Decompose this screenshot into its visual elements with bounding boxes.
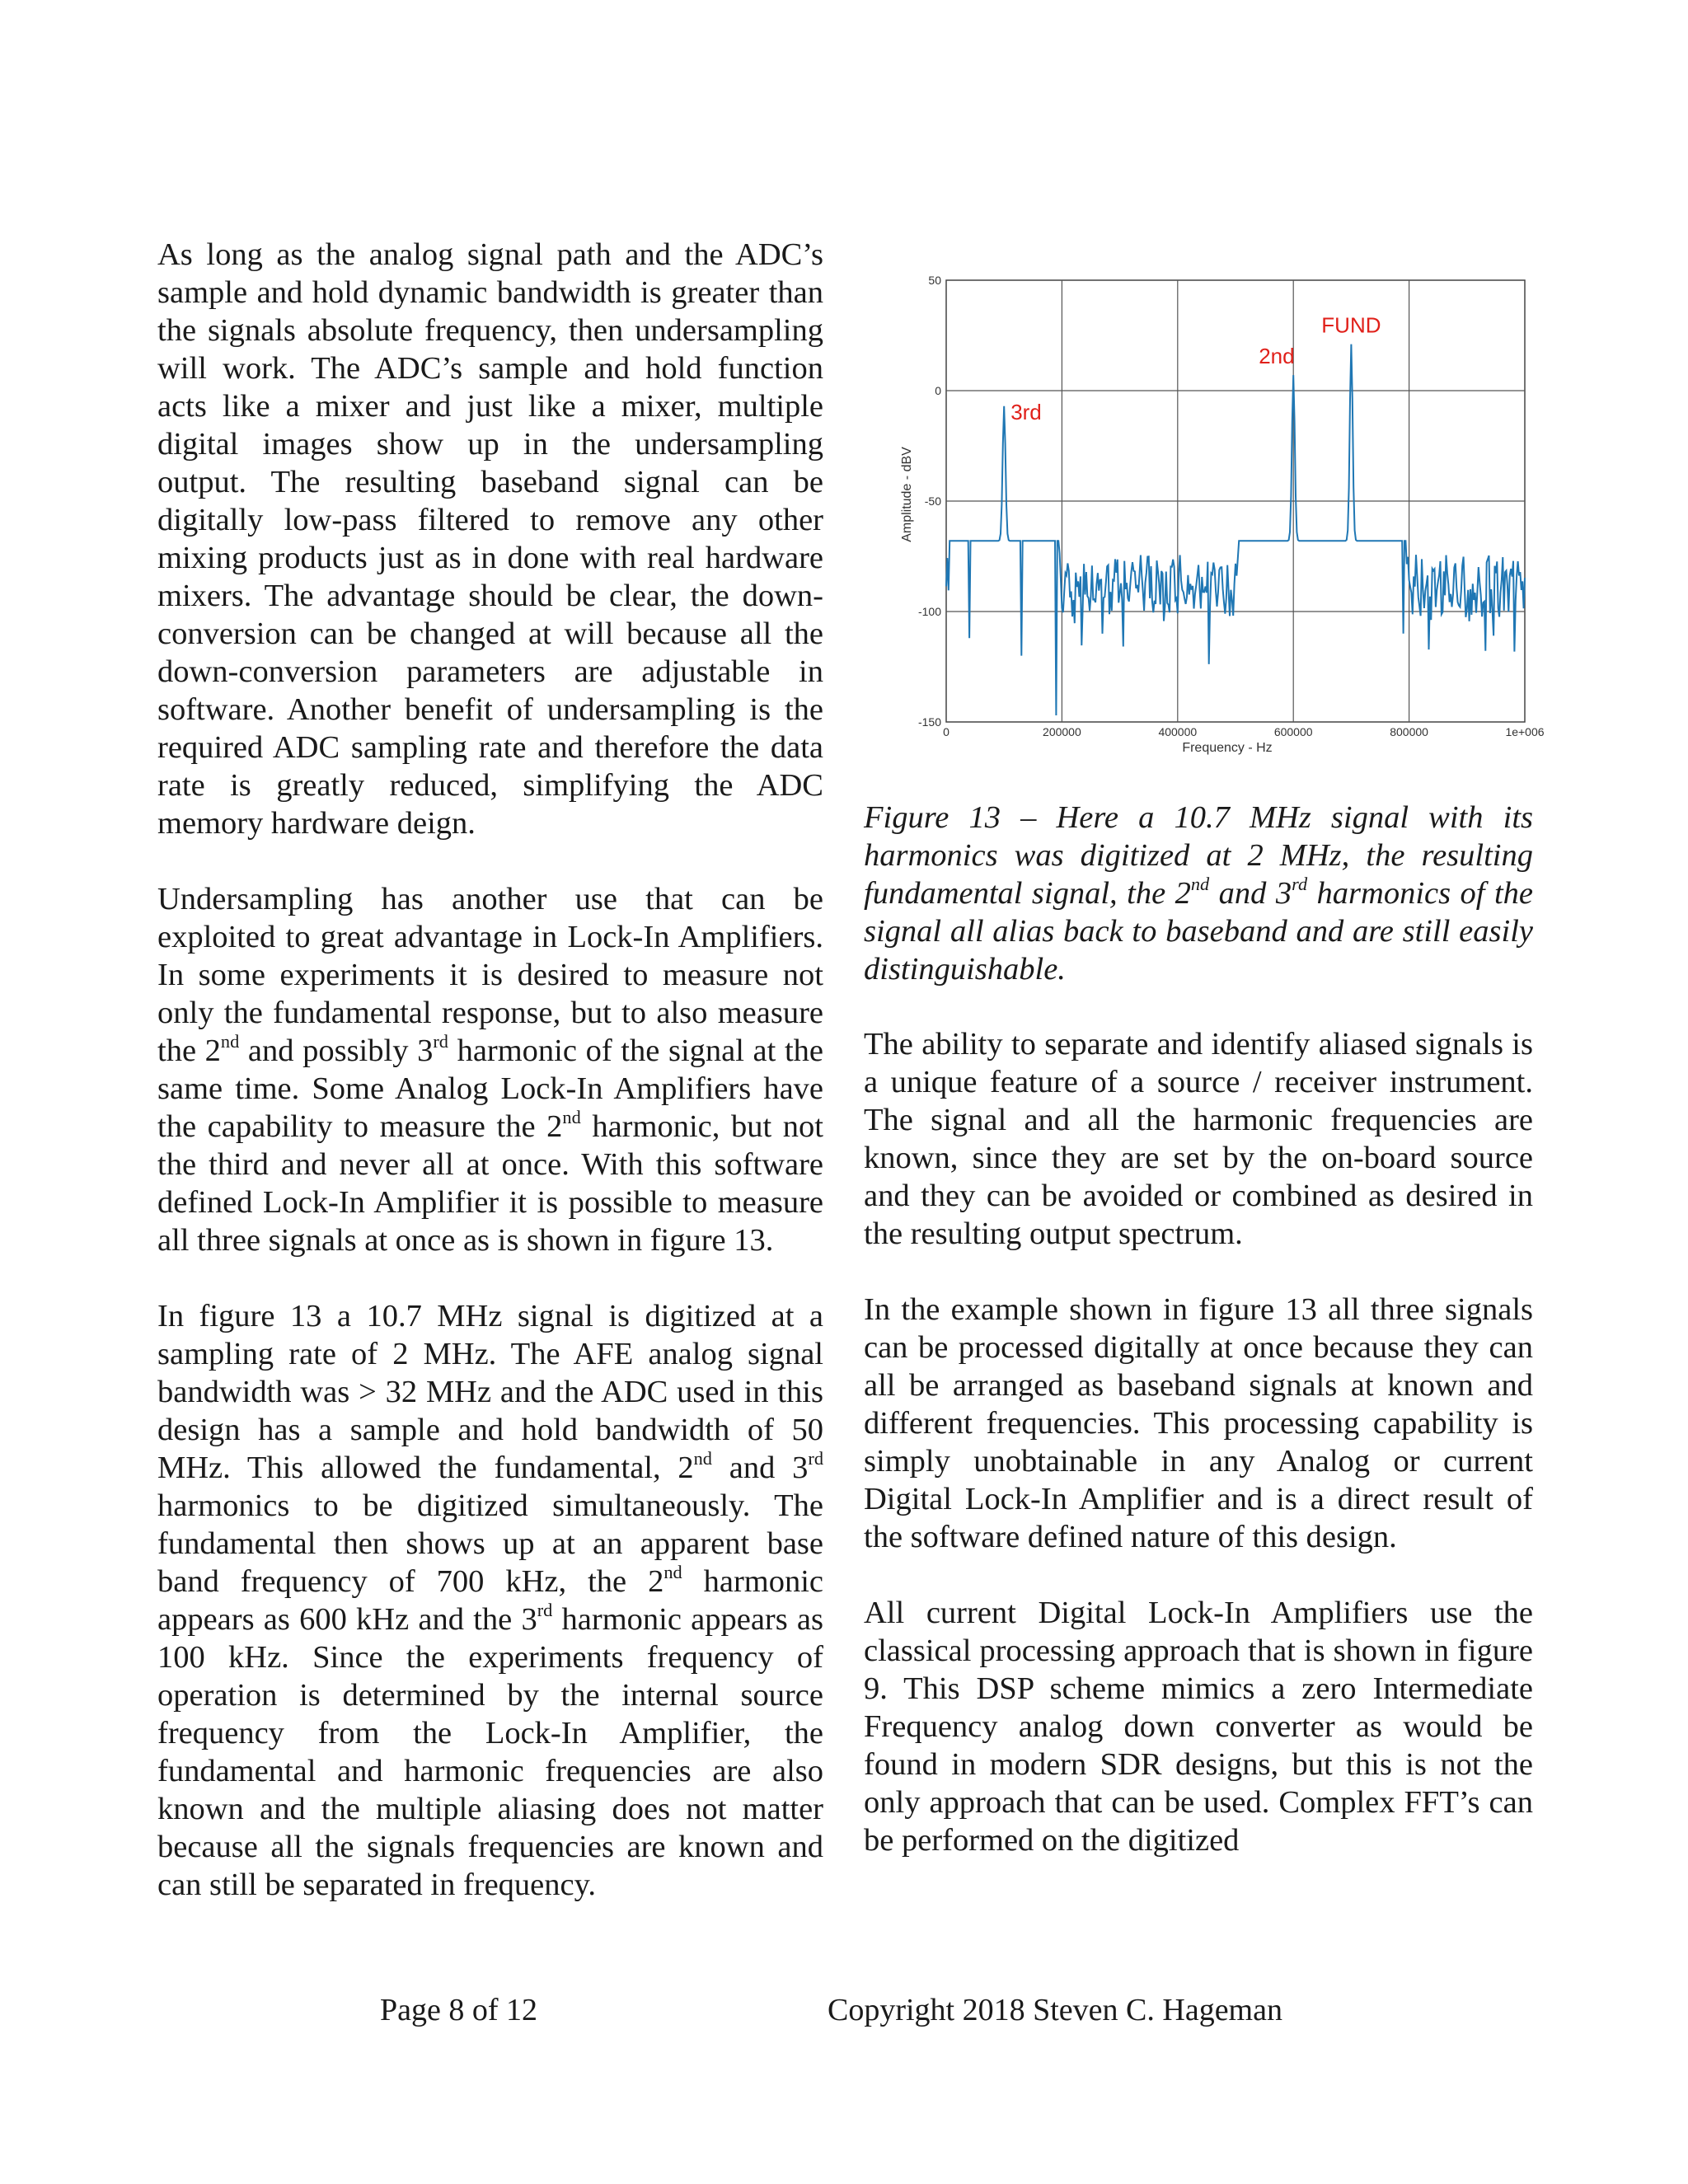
x-axis-label: Frequency - Hz (1182, 741, 1273, 755)
paragraph-classical-approach: All current Digital Lock-In Amplifiers use the classical processing approach that is shown in figure 9. This DSP scheme mimics a zero Intermediate Frequency analog down converter as would be found in modern SDR designs, but this is not the only approach that can be used. Complex FFT’s can be performed on the digitized (864, 1596, 1533, 1858)
y-tick-label: 50 (928, 274, 941, 287)
text-run: harmonics of the signal all alias back to baseband and are still easily distinguishable. (864, 876, 1533, 987)
spectrum-figure (894, 270, 1545, 760)
x-tick-label: 800000 (1390, 725, 1428, 738)
text-run: and 3 (1209, 876, 1292, 911)
x-tick-label: 1e+006 (1505, 725, 1545, 738)
left-column (157, 236, 823, 1942)
x-tick-label: 600000 (1273, 725, 1313, 738)
superscript: nd (220, 1030, 240, 1052)
chart-grid (946, 280, 1525, 722)
page-number: Page 8 of 12 (380, 1993, 538, 2027)
paragraph-undersampling-lockin (157, 880, 823, 1259)
text-run: Undersampling has another use that can be exploited to great advantage in Lock-In Amplifiers. In some experiments it is desired to measure not only the fundamental response, but to also measure the 2 (157, 882, 823, 1068)
y-tick-label: -100 (917, 605, 941, 618)
y-tick-label: -150 (917, 715, 941, 729)
paragraph-undersampling-intro: As long as the analog signal path and the ADC’s sample and hold dynamic bandwidth is greater than the signals absolute frequency, then undersampling will work. The ADC’s sample and hold function acts like a mixer and just like a mixer, multiple digital images show up in the undersampling output. The resulting baseband signal can be digitally low-pass filtered to remove any other mixing products just as in done with real hardware mixers. The advantage should be clear, the down-conversion can be changed at will because all the down-conversion parameters are adjustable in software. Another benefit of undersampling is the required ADC sampling rate and therefore the data rate is greatly reduced, simplifying the ADC memory hardware deign. (157, 237, 823, 841)
text-run: In figure 13 a 10.7 MHz signal is digitized at a sampling rate of 2 MHz. The AFE analog signal bandwidth was > 32 MHz and the ADC used in this design has a sample and hold bandwidth of 50 MHz. This allowed the fundamental, 2 (157, 1299, 823, 1485)
x-tick-label: 0 (943, 725, 950, 738)
peak-label: 2nd (1259, 344, 1295, 369)
chart-ticks (918, 274, 1545, 738)
superscript: nd (1190, 873, 1210, 894)
superscript: rd (433, 1030, 448, 1052)
text-run: and possibly 3 (239, 1033, 434, 1068)
superscript: rd (808, 1447, 823, 1469)
text-run: harmonic of the signal at the same time. Some Analog Lock-In Amplifiers have the capability to measure the 2 (157, 1033, 824, 1144)
text-run: harmonics to be digitized simultaneously. The fundamental then shows up at an apparent base band frequency of 700 kHz, the 2 (157, 1488, 823, 1599)
paragraph-processing-capability: In the example shown in figure 13 all three signals can be processed digitally at once because they can all be arranged as baseband signals at known and different frequencies. This processing capability is simply unobtainable in any Analog or current Digital Lock-In Amplifier and is a direct result of the software defined nature of this design. (864, 1292, 1533, 1554)
peak-annotations (1010, 313, 1381, 424)
y-axis-label: Amplitude - dBV (900, 447, 914, 542)
superscript: nd (562, 1106, 581, 1127)
superscript: rd (1292, 873, 1308, 894)
superscript: rd (537, 1599, 553, 1620)
superscript: nd (663, 1561, 682, 1582)
y-tick-label: -50 (924, 494, 941, 508)
text-run: Figure 13 – Here a 10.7 MHz signal with its harmonics was digitized at 2 MHz, the resulting fundamental signal, the 2 (864, 800, 1533, 911)
text-run: harmonic appears as 600 kHz and the 3 (157, 1564, 823, 1637)
peak-label: FUND (1321, 312, 1381, 338)
text-run: and 3 (711, 1451, 809, 1485)
text-run: harmonic, but not the third and never all at once. With this software defined Lock-In Amplifier it is possible to measure all three signals at once as is shown in figure 13. (157, 1109, 823, 1258)
figure-caption (864, 799, 1533, 988)
x-tick-label: 400000 (1158, 725, 1198, 738)
superscript: nd (693, 1447, 712, 1469)
text-run: harmonic appears as 100 kHz. Since the experiments frequency of operation is determined by the internal source frequency from the Lock-In Amplifier, the fundamental and harmonic frequencies are also known and the multiple aliasing does not matter because all the signals frequencies are known and can still be separated in frequency. (157, 1602, 824, 1902)
peak-label: 3rd (1010, 399, 1042, 424)
x-tick-label: 200000 (1043, 725, 1081, 738)
paragraph-aliased-signals: The ability to separate and identify aliased signals is a unique feature of a source / receiver instrument. The signal and all the harmonic frequencies are known, since they are set by the on-board source and they can be avoided or combined as desired in the resulting output spectrum. (864, 1027, 1533, 1251)
right-column (864, 1025, 1533, 1897)
paragraph-figure13-explanation (157, 1297, 823, 1904)
y-tick-label: 0 (935, 384, 941, 397)
copyright-notice: Copyright 2018 Steven C. Hageman (828, 1993, 1282, 2027)
